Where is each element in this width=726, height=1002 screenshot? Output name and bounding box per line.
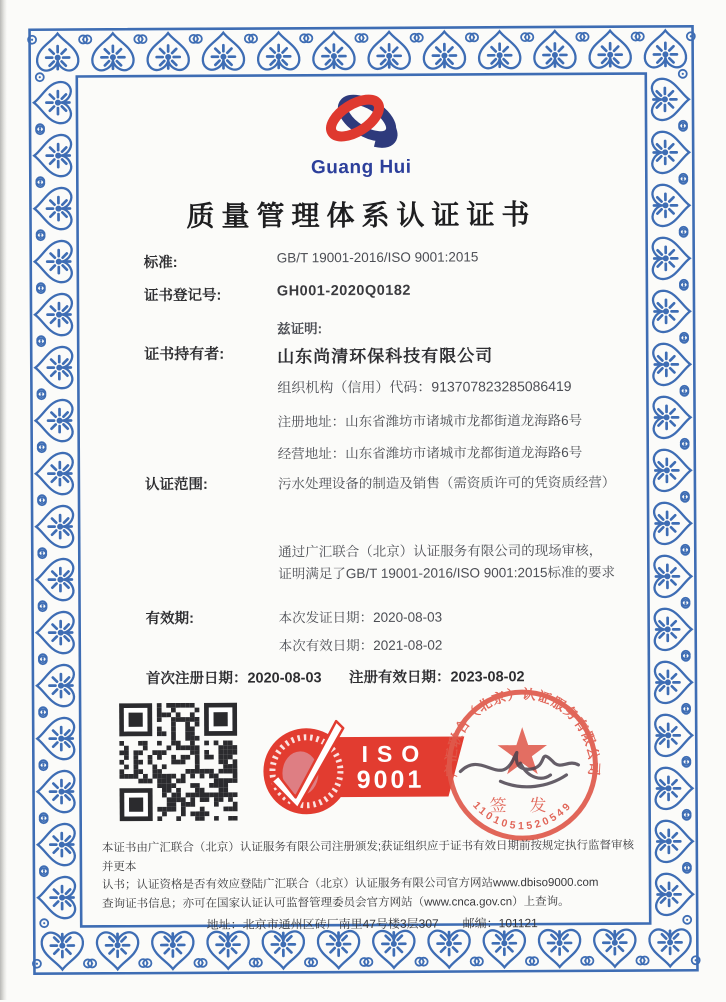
scope-value: 污水处理设备的制造及销售（需资质许可的凭资质经营）: [277, 474, 616, 492]
iso-checkmark-icon: [256, 715, 357, 824]
scope-label: 认证范围:: [144, 476, 208, 494]
guanghui-logo-icon: [306, 86, 416, 151]
iso-badge-line2: 9001: [356, 765, 425, 795]
certificate-no-value: GH001-2020Q0182: [276, 282, 412, 300]
qr-code: [119, 703, 238, 822]
audit-statement-line2: 证明满足了GB/T 19001-2016/ISO 9001:2015标准的要求: [278, 564, 616, 582]
seal-issued-label: 签 发: [489, 795, 556, 816]
footer-line-1: 本证书由广汇联合（北京）认证服务有限公司注册颁发;获证组织应于证书有效日期前按规定执行监督审核并更本: [101, 839, 635, 873]
iso-badge-line1: ISO: [361, 740, 429, 768]
logo-text: Guang Hui: [310, 156, 412, 179]
standard-label: 标准:: [143, 254, 178, 272]
issue-date: 本次发证日期：2020-08-03: [278, 609, 443, 626]
certificate-no-label: 证书登记号:: [143, 287, 222, 305]
field-validity: [146, 605, 616, 628]
registered-address-line: 注册地址：山东省潍坊市诸城市龙都街道龙海路6号: [277, 412, 583, 430]
field-holder: [144, 341, 614, 368]
footer-notes: [102, 837, 642, 935]
expiry-date: 本次有效日期：2021-08-02: [278, 637, 443, 654]
validity-label: 有效期:: [145, 610, 195, 628]
holder-value: 山东尚清环保科技有限公司: [277, 346, 494, 367]
org-code-line: 组织机构（信用）代码：913707823285086419: [277, 377, 572, 396]
audit-statement-line1: 通过广汇联合（北京）认证服务有限公司的现场审核，: [278, 542, 603, 560]
holder-label: 证书持有者:: [144, 345, 225, 364]
field-certificate-no: [144, 282, 614, 305]
seal-arc-text: 广汇联合（北京）认证服务有限公司: [443, 686, 602, 778]
company-seal: [442, 685, 603, 846]
footer-line-2: 认书；认证资格是否有效应登陆广汇联合（北京）认证服务有限公司官方网站www.dbiso9000.com: [101, 876, 599, 892]
logo: [0, 84, 724, 181]
footer-address: 地址：北京市通州区砖厂南里47号楼3层307 邮编：101121: [206, 916, 538, 932]
footer-line-3: 查询证书信息；亦可在国家认证认可监督管理委员会官方网站（www.cnca.gov.cn）上查询。: [102, 895, 570, 910]
standard-value: GB/T 19001-2016/ISO 9001:2015: [276, 249, 479, 266]
field-scope: [145, 471, 615, 494]
business-address-line: 经营地址：山东省潍坊市诸城市龙都街道龙海路6号: [277, 444, 583, 462]
certificate-title: 质量管理体系认证证书: [186, 199, 537, 232]
hereby-text: 兹证明:: [277, 321, 323, 337]
first-registration-date: 首次注册日期：2020-08-03: [145, 670, 322, 688]
seal-serial: 1101051520549: [470, 798, 575, 833]
field-standard: [144, 249, 614, 272]
registration-valid-date: 注册有效日期：2023-08-02: [348, 669, 525, 687]
